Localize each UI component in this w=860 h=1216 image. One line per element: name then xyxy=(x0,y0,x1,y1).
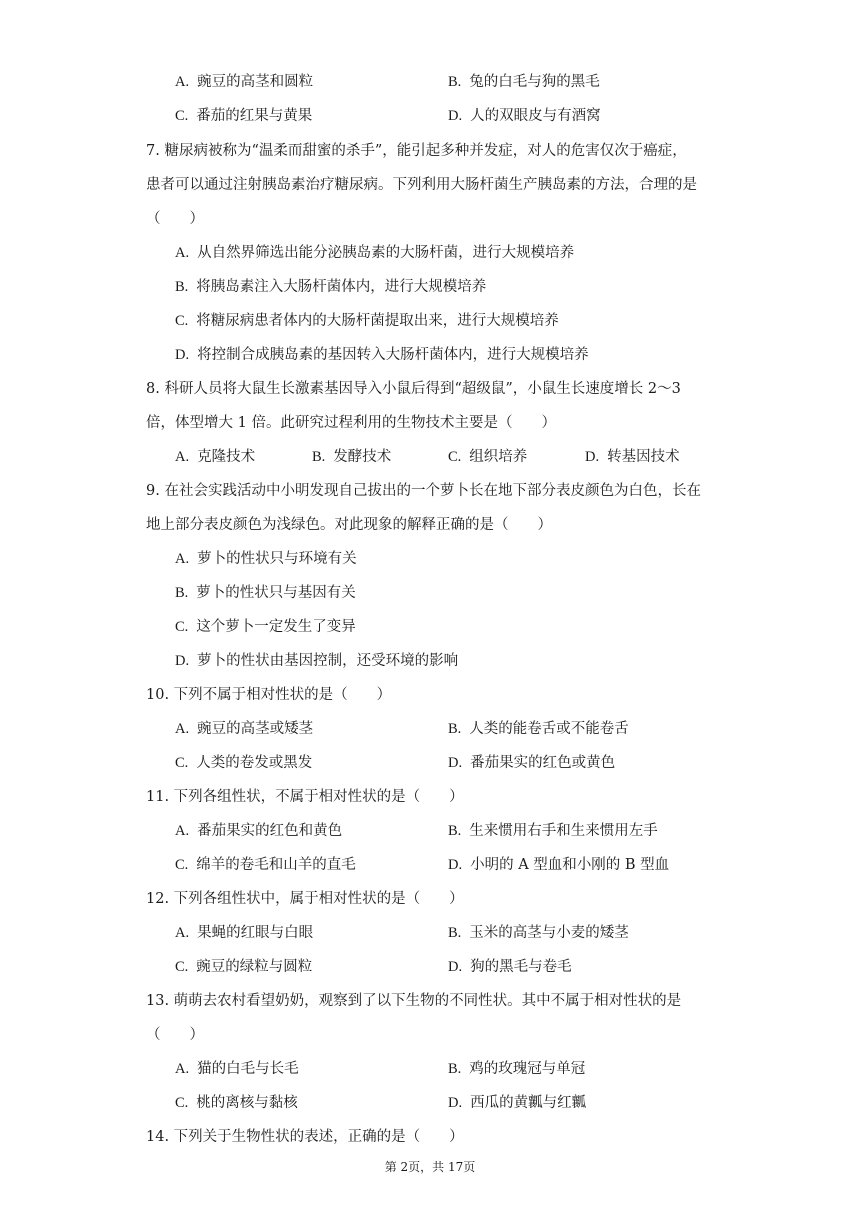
option-line xyxy=(175,719,313,739)
option-label: B. xyxy=(448,1061,462,1077)
question-line xyxy=(146,515,552,535)
question-text: 12. 下列各组性状中，属于相对性状的是（ ） xyxy=(146,891,464,907)
question-text: 14. 下列关于生物性状的表述，正确的是（ ） xyxy=(146,1129,464,1145)
option-label: A. xyxy=(175,1061,190,1077)
option-text: 兔的白毛与狗的黑毛 xyxy=(469,74,600,90)
option-label: B. xyxy=(312,449,326,465)
option-label: B. xyxy=(448,823,462,839)
option-text: 转基因技术 xyxy=(607,449,680,465)
option-line xyxy=(175,583,356,603)
option-text: 人的双眼皮与有酒窝 xyxy=(470,108,601,124)
option-label: D. xyxy=(448,755,463,771)
option-label: B. xyxy=(448,925,462,941)
question-text: 倍，体型增大 1 倍。此研究过程利用的生物技术主要是（ ） xyxy=(146,415,556,431)
option-line xyxy=(448,957,572,977)
option-line xyxy=(448,753,615,773)
option-text: 豌豆的高茎或矮茎 xyxy=(197,721,314,737)
option-text: 发酵技术 xyxy=(333,449,392,465)
option-line xyxy=(448,72,600,92)
option-text: 番茄果实的红色和黄色 xyxy=(197,823,343,839)
option-label: D. xyxy=(175,653,190,669)
option-line xyxy=(312,447,391,467)
question-line xyxy=(146,787,464,807)
question-line xyxy=(146,1025,204,1045)
option-text: 克隆技术 xyxy=(197,449,256,465)
option-line xyxy=(175,1059,299,1079)
question-line xyxy=(146,379,681,399)
option-text: 豌豆的绿粒与圆粒 xyxy=(196,959,313,975)
question-text: 11. 下列各组性状，不属于相对性状的是（ ） xyxy=(146,789,464,805)
option-line xyxy=(175,277,486,297)
option-line xyxy=(175,106,312,126)
question-text: 13. 萌萌去农村看望奶奶，观察到了以下生物的不同性状。其中不属于相对性状的是 xyxy=(146,993,682,1009)
option-text: 桃的离核与黏核 xyxy=(196,1095,298,1111)
option-line xyxy=(448,855,669,875)
option-label: B. xyxy=(175,279,189,295)
option-label: D. xyxy=(448,108,463,124)
option-line xyxy=(448,447,527,467)
option-line xyxy=(585,447,680,467)
option-line xyxy=(448,719,629,739)
option-line xyxy=(448,106,601,126)
option-text: 将糖尿病患者体内的大肠杆菌提取出来，进行大规模培养 xyxy=(196,313,559,329)
option-label: D. xyxy=(448,857,463,873)
option-line xyxy=(175,549,357,569)
option-text: 将控制合成胰岛素的基因转入大肠杆菌体内，进行大规模培养 xyxy=(197,347,589,363)
option-line xyxy=(175,72,313,92)
option-line xyxy=(175,957,312,977)
option-text: 人类的能卷舌或不能卷舌 xyxy=(469,721,629,737)
option-label: C. xyxy=(175,857,189,873)
option-line xyxy=(448,821,658,841)
option-label: A. xyxy=(175,449,190,465)
option-label: D. xyxy=(448,959,463,975)
option-text: 果蝇的红眼与白眼 xyxy=(197,925,314,941)
option-label: B. xyxy=(448,721,462,737)
option-label: A. xyxy=(175,74,190,90)
question-text: 8. 科研人员将大鼠生长激素基因导入小鼠后得到“超级鼠”，小鼠生长速度增长 2～3 xyxy=(146,381,681,397)
question-line xyxy=(146,991,681,1011)
option-text: 鸡的玫瑰冠与单冠 xyxy=(469,1061,586,1077)
option-text: 小明的 A 型血和小刚的 B 型血 xyxy=(470,857,670,873)
option-line xyxy=(175,447,255,467)
question-text: 地上部分表皮颜色为浅绿色。对此现象的解释正确的是（ ） xyxy=(146,517,552,533)
option-line xyxy=(448,1093,586,1113)
option-text: 番茄果实的红色或黄色 xyxy=(470,755,616,771)
option-line xyxy=(175,311,559,331)
question-text: （ ） xyxy=(146,211,204,227)
option-line xyxy=(175,753,312,773)
option-text: 萝卜的性状只与环境有关 xyxy=(197,551,357,567)
option-label: C. xyxy=(175,959,189,975)
option-text: 这个萝卜一定发生了变异 xyxy=(196,619,356,635)
option-text: 组织培养 xyxy=(469,449,528,465)
option-label: D. xyxy=(175,347,190,363)
option-label: B. xyxy=(448,74,462,90)
option-label: A. xyxy=(175,551,190,567)
question-line xyxy=(146,889,464,909)
option-label: A. xyxy=(175,823,190,839)
option-text: 萝卜的性状由基因控制，还受环境的影响 xyxy=(197,653,459,669)
question-line xyxy=(146,481,701,501)
option-line xyxy=(175,345,589,365)
option-text: 从自然界筛选出能分泌胰岛素的大肠杆菌，进行大规模培养 xyxy=(197,245,575,261)
question-text: （ ） xyxy=(146,1027,204,1043)
question-line xyxy=(146,175,697,195)
option-label: C. xyxy=(175,313,189,329)
option-text: 西瓜的黄瓤与红瓤 xyxy=(470,1095,587,1111)
question-text: 患者可以通过注射胰岛素治疗糖尿病。下列利用大肠杆菌生产胰岛素的方法，合理的是 xyxy=(146,177,697,193)
option-line xyxy=(448,1059,585,1079)
option-label: C. xyxy=(175,108,189,124)
option-label: C. xyxy=(175,619,189,635)
option-text: 人类的卷发或黑发 xyxy=(196,755,313,771)
option-line xyxy=(175,243,574,263)
option-text: 将胰岛素注入大肠杆菌体内，进行大规模培养 xyxy=(196,279,487,295)
option-line xyxy=(175,855,356,875)
option-text: 狗的黑毛与卷毛 xyxy=(470,959,572,975)
option-line xyxy=(175,617,356,637)
option-label: C. xyxy=(175,755,189,771)
option-label: A. xyxy=(175,721,190,737)
question-line xyxy=(146,413,556,433)
option-label: D. xyxy=(448,1095,463,1111)
question-line xyxy=(146,685,391,705)
option-text: 生来惯用右手和生来惯用左手 xyxy=(469,823,658,839)
option-line xyxy=(448,923,629,943)
question-text: 9. 在社会实践活动中小明发现自己拔出的一个萝卜长在地下部分表皮颜色为白色，长在 xyxy=(146,483,701,499)
option-text: 绵羊的卷毛和山羊的直毛 xyxy=(196,857,356,873)
option-line xyxy=(175,923,313,943)
option-text: 玉米的高茎与小麦的矮茎 xyxy=(469,925,629,941)
question-line xyxy=(146,209,204,229)
option-label: A. xyxy=(175,925,190,941)
option-label: D. xyxy=(585,449,600,465)
question-line xyxy=(146,1127,464,1147)
option-line xyxy=(175,1093,298,1113)
page-footer: 第 2页，共 17页 xyxy=(384,1160,476,1174)
option-line xyxy=(175,651,458,671)
option-label: A. xyxy=(175,245,190,261)
question-text: 10. 下列不属于相对性状的是（ ） xyxy=(146,687,392,703)
option-text: 番茄的红果与黄果 xyxy=(196,108,313,124)
question-text: 7. 糖尿病被称为“温柔而甜蜜的杀手”，能引起多种并发症，对人的危害仅次于癌症， xyxy=(146,143,687,159)
option-line xyxy=(175,821,342,841)
question-line xyxy=(146,141,687,161)
option-text: 猫的白毛与长毛 xyxy=(197,1061,299,1077)
option-text: 萝卜的性状只与基因有关 xyxy=(196,585,356,601)
option-label: C. xyxy=(448,449,462,465)
option-label: B. xyxy=(175,585,189,601)
option-label: C. xyxy=(175,1095,189,1111)
option-text: 豌豆的高茎和圆粒 xyxy=(197,74,314,90)
